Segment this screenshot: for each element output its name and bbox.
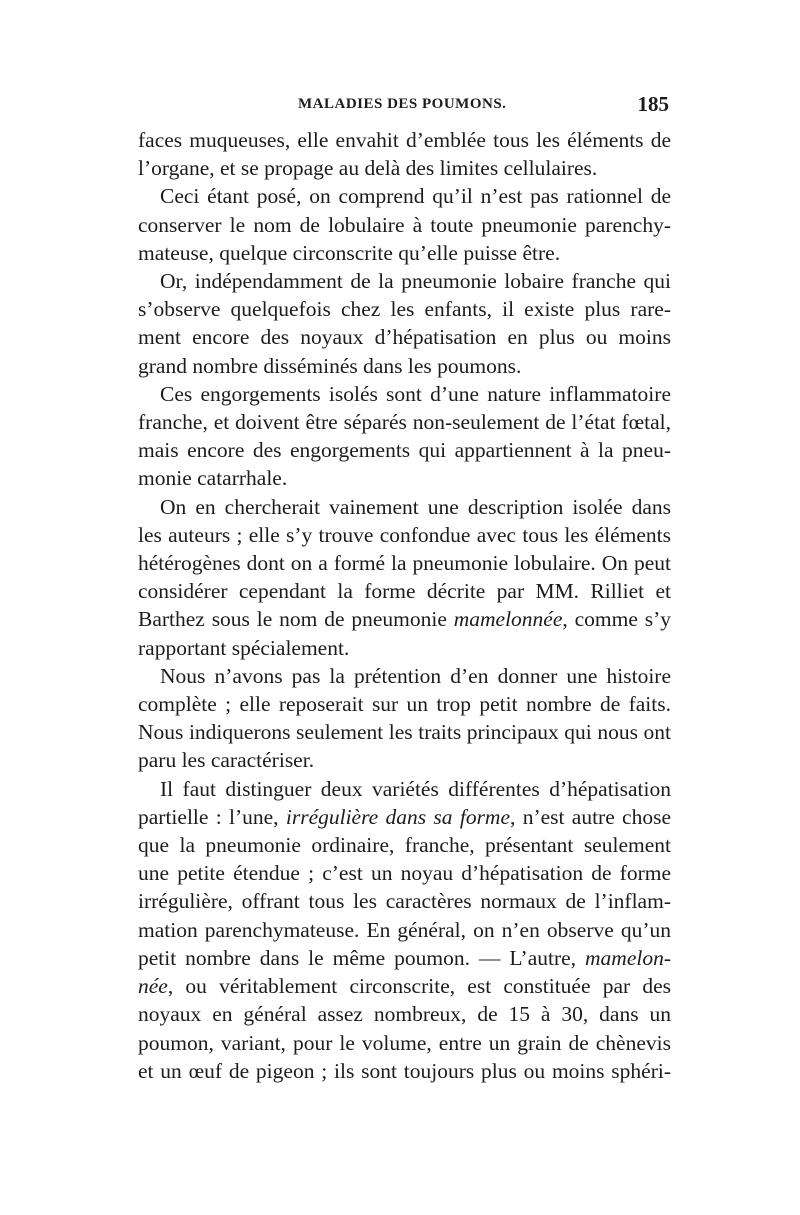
text-line: Ces engorgements isolés sont d’une nature inflammatoire [160,381,671,406]
text-line: Nous indiquerons seulement les traits principaux qui nous ont [138,720,671,745]
text-line: grand nombre disséminés dans les poumons. [138,353,522,378]
page-number: 185 [637,92,669,116]
text-line: s’observe quelquefois chez les enfants, il existe plus rare- [138,297,671,322]
text-line: rapportant spécialement. [138,635,350,660]
text-line: Nous n’avons pas la prétention d’en donner une histoire [160,663,671,688]
text-line: monie catarrhale. [138,466,288,491]
text-line: conserver le nom de lobulaire à toute pneumonie parenchy- [138,212,671,237]
text-line: et un œuf de pigeon ; ils sont toujours plus ou moins sphéri- [138,1058,671,1083]
book-page [138,92,671,1085]
text-line: hétérogènes dont on a formé la pneumonie lobulaire. On peut [138,551,671,576]
running-head [138,92,671,126]
text-line: une petite étendue ; c’est un noyau d’hépatisation de forme [138,861,671,886]
text-line: Or, indépendamment de la pneumonie lobaire franche qui [160,269,671,294]
text-line: que la pneumonie ordinaire, franche, présentant seulement [138,833,671,858]
text-line: Il faut distinguer deux variétés différentes d’hépatisation [160,776,671,801]
text-line: faces muqueuses, elle envahit d’emblée tous les éléments de [138,128,671,152]
text-line: l’organe, et se propage au delà des limites cellulaires. [138,156,598,181]
text-line: paru les caractériser. [138,748,315,773]
text-line: mais encore des engorgements qui appartiennent à la pneu- [138,438,671,463]
text-line: franche, et doivent être séparés non-seulement de l’état fœtal, [138,410,671,435]
text-line: On en chercherait vainement une description isolée dans [160,494,671,519]
text-line: partielle : l’une, irrégulière dans sa forme, n’est autre chose [138,804,672,829]
text-line: Barthez sous le nom de pneumonie mamelonnée, comme s’y [138,607,671,632]
text-line: ment encore des noyaux d’hépatisation en plus ou moins [138,325,671,350]
text-line: complète ; elle reposerait sur un trop petit nombre de faits. [138,692,671,717]
text-line: les auteurs ; elle s’y trouve confondue avec tous les éléments [138,522,671,547]
running-title: MALADIES DES POUMONS. [298,96,507,112]
text-line: poumon, variant, pour le volume, entre un grain de chènevis [138,1030,671,1055]
text-line: irrégulière, offrant tous les caractères normaux de l’inflam- [138,889,671,914]
text-line: née, ou véritablement circonscrite, est constituée par des [138,974,671,999]
text-line: mation parenchymateuse. En général, on n’en observe qu’un [138,917,671,942]
text-line: considérer cependant la forme décrite par MM. Rilliet et [138,579,671,604]
text-line: noyaux en général assez nombreux, de 15 à 30, dans un [138,1002,671,1027]
text-line: petit nombre dans le même poumon. — L’autre, mamelon- [138,945,671,970]
text-line: Ceci étant posé, on comprend qu’il n’est pas rationnel de [160,184,671,209]
body-text [138,126,671,1085]
text-line: mateuse, quelque circonscrite qu’elle puisse être. [138,240,561,265]
